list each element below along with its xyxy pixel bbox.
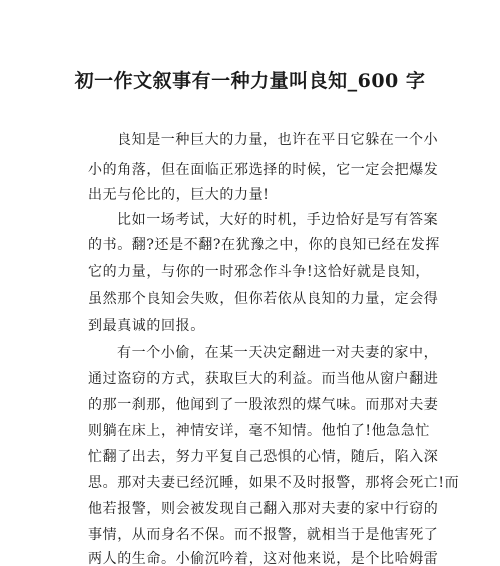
paragraph-line: 事情，从而身名不保。而不报警，就相当于是他害死了 bbox=[88, 527, 439, 543]
paragraph-line: 良知是一种巨大的力量，也许在平日它躲在一个小 bbox=[117, 132, 439, 148]
paragraph-line: 两人的生命。小偷沉吟着，这对他来说，是个比哈姆雷 bbox=[88, 551, 439, 566]
paragraph-line: 的书。翻?还是不翻?在犹豫之中，你的良知已经在发挥 bbox=[88, 237, 441, 253]
paragraph-line: 它的力量，与你的一时邪念作斗争!这恰好就是良知， bbox=[88, 264, 431, 280]
paragraph-line: 出无与伦比的，巨大的力量! bbox=[88, 187, 270, 203]
paragraph-line: 的那一刹那，他闻到了一股浓烈的煤气味。而那对夫妻 bbox=[88, 397, 439, 413]
paragraph-line: 小的角落，但在面临正邪选择的时候，它一定会把爆发 bbox=[88, 162, 439, 178]
paragraph-line: 他若报警，则会被发现自己翻入那对夫妻的家中行窃的 bbox=[88, 501, 439, 517]
paragraph-line: 比如一场考试，大好的时机，手边恰好是写有答案 bbox=[117, 212, 439, 228]
paragraph-line: 忙翻了出去，努力平复自己恐惧的心情，随后，陷入深 bbox=[88, 449, 439, 465]
paragraph-line: 则躺在床上，神情安详，毫不知情。他怕了!他急急忙 bbox=[88, 423, 431, 439]
paragraph-line: 虽然那个良知会失败，但你若依从良知的力量，定会得 bbox=[88, 291, 439, 307]
paragraph-line: 到最真诚的回报。 bbox=[88, 318, 205, 334]
document-title: 初一作文叙事有一种力量叫良知_600 字 bbox=[74, 70, 426, 92]
paragraph-line: 思。那对夫妻已经沉睡，如果不及时报警，那将会死亡!而 bbox=[88, 475, 460, 491]
paragraph-line: 通过盗窃的方式，获取巨大的利益。而当他从窗户翻进 bbox=[88, 371, 439, 387]
paragraph-line: 有一个小偷，在某一天决定翻进一对夫妻的家中， bbox=[117, 345, 439, 361]
